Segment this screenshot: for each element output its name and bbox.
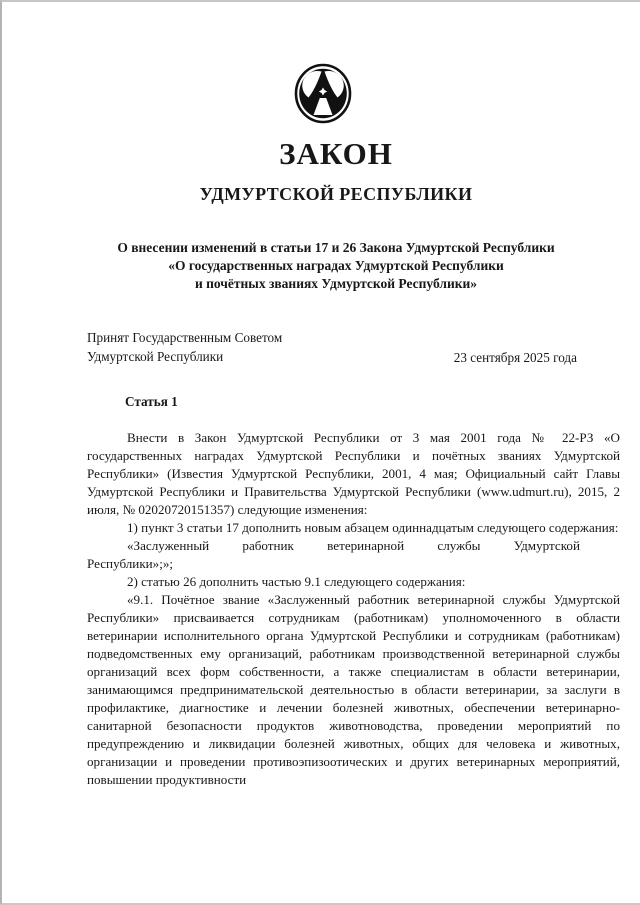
- law-paragraph: «Заслуженный работник ветеринарной службы Удмуртской Республики»;»;: [87, 538, 580, 571]
- article-heading: Статья 1: [125, 394, 178, 409]
- law-subject: [62, 239, 610, 293]
- law-title: ЗАКОН: [279, 136, 393, 171]
- adopted-by: [87, 329, 282, 366]
- adopted-by-line: Удмуртской Республики: [87, 348, 224, 364]
- subject-line: и почётных званиях Удмуртской Республики»: [194, 276, 478, 291]
- law-paragraph: 1) пункт 3 статьи 17 дополнить новым абзацем одиннадцатым следующего содержания:: [127, 520, 619, 535]
- law-paragraph: «9.1. Почётное звание «Заслуженный работник ветеринарной службы Удмуртской Республики» присваивается сотрудникам (работникам) уполномоченного в области ветеринарии исполнительного органа Удмуртской Республики и сотрудникам (работникам) подведомственных ему организаций, работникам производственной ветеринарной службы организаций всех форм собственности, а также специалистам в области ветеринарии, занимающимся предпринимательской деятельностью в области ветеринарии, за заслуги в профилактике, диагностике и лечении болезней животных, обеспечении ветеринарно-санитарной безопасности продуктов животноводства, проведении мероприятий по предупреждению и ликвидации болезней животных, общих для человека и животных, организации и проведении противоэпизоотических и других ветеринарных мероприятий, повышении продуктивности: [87, 592, 620, 787]
- subject-line: «О государственных наградах Удмуртской Республики: [168, 258, 504, 273]
- adoption-date: 23 сентября 2025 года: [453, 349, 577, 365]
- law-paragraph: 2) статью 26 дополнить частью 9.1 следующего содержания:: [127, 574, 466, 589]
- republic-name: УДМУРТСКОЙ РЕСПУБЛИКИ: [199, 184, 473, 204]
- adoption-info: [87, 329, 620, 367]
- law-paragraph: Внести в Закон Удмуртской Республики от 3 мая 2001 года № 22-РЗ «О государственных наградах Удмуртской Республики и почётных званиях Удмуртской Республики» (Известия Удмуртской Республики, 2001, 4 мая; Официальный сайт Главы Удмуртской Республики и Правительства Удмуртской Республики (www.udmurt.ru), 2015, 2 июля, № 02020720151357) следующие изменения:: [87, 430, 620, 517]
- adopted-by-line: Принят Государственным Советом: [87, 330, 283, 345]
- subject-line: О внесении изменений в статьи 17 и 26 Закона Удмуртской Республики: [117, 240, 555, 255]
- law-body: [87, 429, 620, 789]
- coat-of-arms-icon: [293, 62, 353, 126]
